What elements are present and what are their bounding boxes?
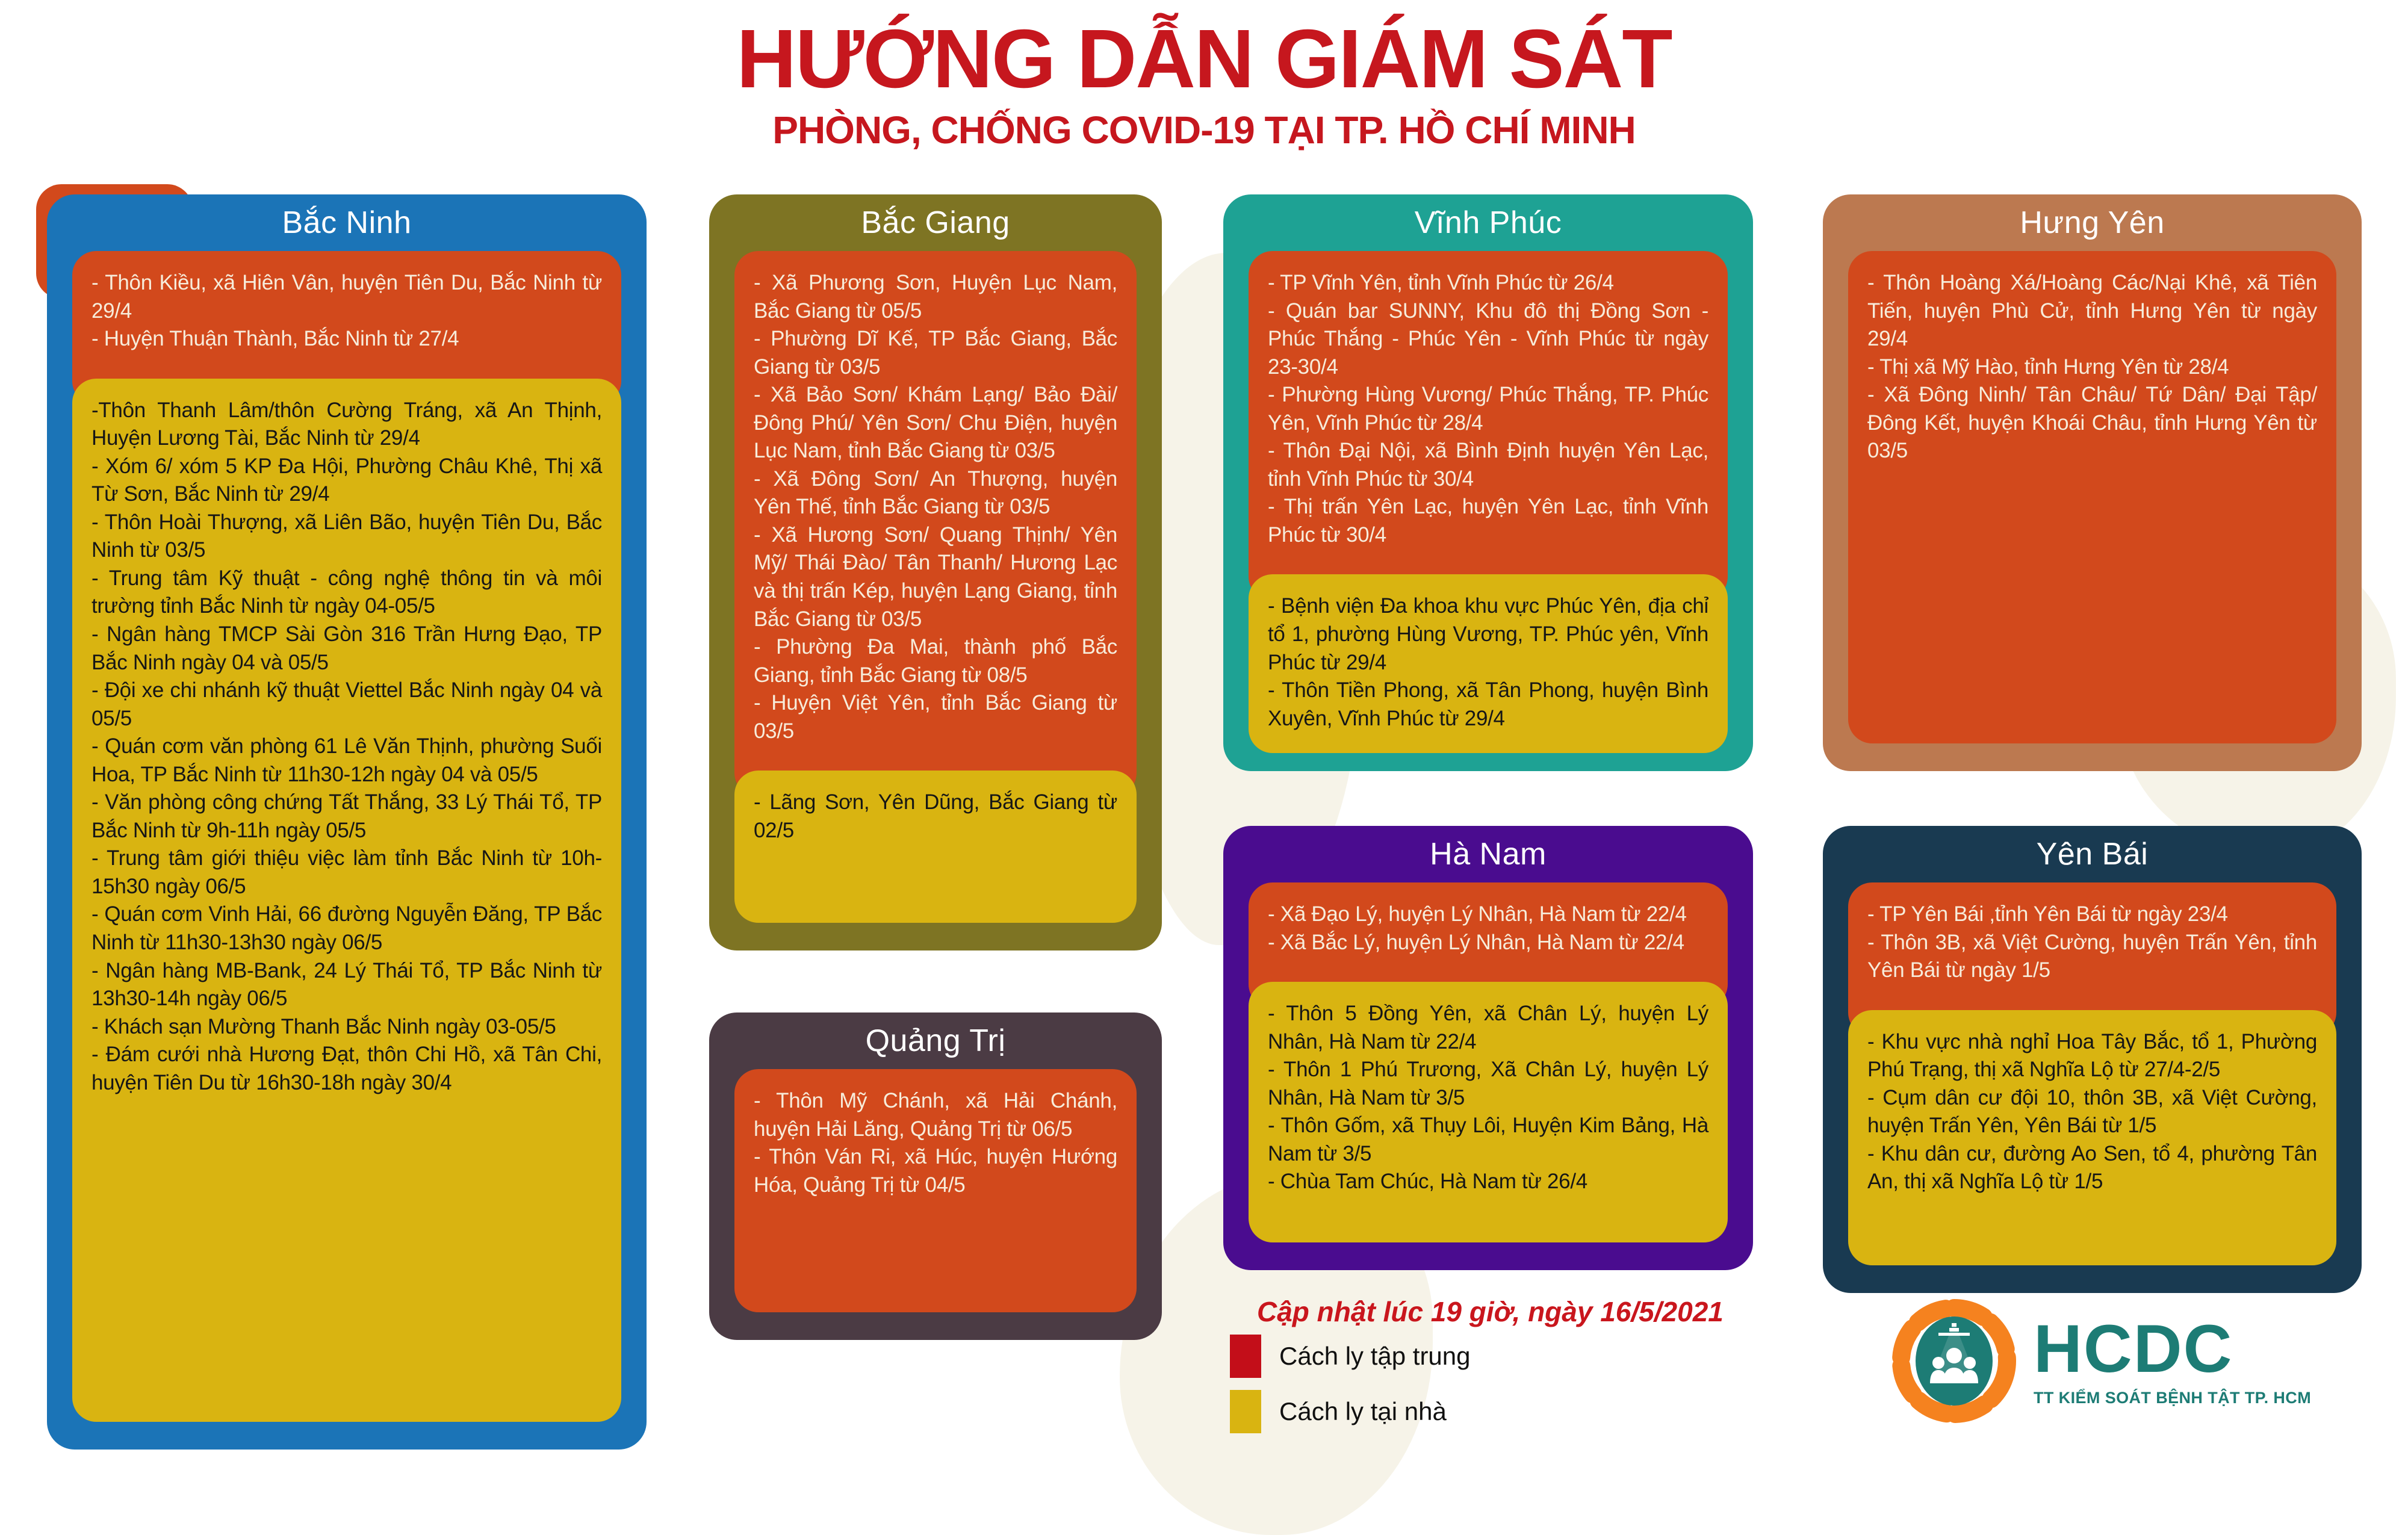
page-header (0, 13, 2408, 152)
ha-nam-home-quarantine-card (1249, 982, 1728, 1242)
location-item: - Phường Đa Mai, thành phố Bắc Giang, tỉnh Bắc Giang từ 08/5 (754, 635, 1117, 687)
panel-title-vinh-phuc: Vĩnh Phúc (1414, 205, 1562, 240)
vinh-phuc-home-quarantine-card (1249, 574, 1728, 753)
location-item: - Khu dân cư, đường Ao Sen, tổ 4, phường Tân An, thị xã Nghĩa Lộ từ 1/5 (1867, 1141, 2317, 1194)
location-item: - Chùa Tam Chúc, Hà Nam từ 26/4 (1268, 1170, 1587, 1194)
location-item: - Ngân hàng TMCP Sài Gòn 316 Trần Hưng Đạo, TP Bắc Ninh ngày 04 và 05/5 (92, 622, 602, 674)
location-item: - Thị trấn Yên Lạc, huyện Yên Lạc, tỉnh Vĩnh Phúc từ 30/4 (1268, 495, 1708, 547)
hcdc-logo-text (2034, 1310, 2312, 1407)
legend-label: Cách ly tại nhà (1279, 1397, 1447, 1425)
location-item: - Huyện Thuận Thành, Bắc Ninh từ 27/4 (92, 327, 459, 351)
location-item: - Đội xe chi nhánh kỹ thuật Viettel Bắc Ninh ngày 04 và 05/5 (92, 678, 602, 730)
bac-giang-home-quarantine-card (734, 771, 1137, 923)
location-item: - Xóm 6/ xóm 5 KP Đa Hội, Phường Châu Khê, Thị xã Từ Sơn, Bắc Ninh từ 29/4 (92, 454, 602, 506)
hcdc-logo-icon (1890, 1293, 2018, 1429)
hcdc-logo (1890, 1293, 2311, 1429)
legend-item-concentrated (1230, 1334, 1471, 1378)
location-item: - Thị xã Mỹ Hào, tỉnh Hưng Yên từ 28/4 (1867, 355, 2229, 379)
location-item: - Bệnh viện Đa khoa khu vực Phúc Yên, địa chỉ tổ 1, phường Hùng Vương, TP. Phúc yên, Vĩnh Phúc từ 29/4 (1268, 594, 1708, 674)
location-item: - Thôn Hoàng Xá/Hoàng Các/Nại Khê, xã Tiên Tiến, huyện Phù Cử, tỉnh Hưng Yên từ ngày 29/4 (1867, 271, 2317, 351)
panel-quang-tri (709, 1012, 1162, 1340)
panel-vinh-phuc (1223, 194, 1753, 771)
location-item: - Thôn 3B, xã Việt Cường, huyện Trấn Yên, tỉnh Yên Bái từ ngày 1/5 (1867, 930, 2317, 982)
location-item: - Thôn Kiều, xã Hiên Vân, huyện Tiên Du, Bắc Ninh từ 29/4 (92, 271, 602, 323)
location-item: - Xã Đông Sơn/ An Thượng, huyện Yên Thế, tỉnh Bắc Giang từ 03/5 (754, 467, 1117, 519)
location-item: - TP Vĩnh Yên, tỉnh Vĩnh Phúc từ 26/4 (1268, 271, 1614, 294)
location-item: - Trung tâm Kỹ thuật - công nghệ thông tin và môi trường tỉnh Bắc Ninh từ ngày 04-05/5 (92, 566, 602, 618)
panel-title-quang-tri: Quảng Trị (865, 1023, 1006, 1058)
panel-body (734, 251, 1137, 923)
location-item: - Quán cơm Vinh Hải, 66 đường Nguyễn Đăng, TP Bắc Ninh từ 11h30-13h30 ngày 06/5 (92, 902, 602, 955)
location-item: - Xã Hương Sơn/ Quang Thịnh/ Yên Mỹ/ Thái Đào/ Tân Thanh/ Hương Lạc và thị trấn Kép, huyện Lạng Giang, tỉnh Bắc Giang từ 03/5 (754, 523, 1117, 631)
location-item: - Trung tâm giới thiệu việc làm tỉnh Bắc Ninh từ 10h-15h30 ngày 06/5 (92, 846, 602, 898)
location-item: - Cụm dân cư đội 10, thôn 3B, xã Việt Cường, huyện Trấn Yên, Yên Bái từ 1/5 (1867, 1085, 2317, 1138)
location-item: - Xã Bảo Sơn/ Khám Lạng/ Bảo Đài/ Đông Phú/ Yên Sơn/ Chu Điện, huyện Lục Nam, tỉnh Bắc Giang từ 03/5 (754, 383, 1117, 463)
location-item: - Thôn Tiền Phong, xã Tân Phong, huyện Bình Xuyên, Vĩnh Phúc từ 29/4 (1268, 678, 1708, 730)
location-item: - Huyện Việt Yên, tỉnh Bắc Giang từ 03/5 (754, 691, 1117, 743)
panel-body (1249, 251, 1728, 743)
location-item: - Thôn Đại Nội, xã Bình Định huyện Yên Lạc, tỉnh Vĩnh Phúc từ 30/4 (1268, 439, 1708, 491)
panel-yen-bai (1823, 826, 2362, 1293)
panel-body (1848, 251, 2336, 743)
quang-tri-concentrated-quarantine-card (734, 1069, 1137, 1312)
location-item: - Thôn Ván Ri, xã Húc, huyện Hướng Hóa, Quảng Trị từ 04/5 (754, 1145, 1117, 1197)
location-item: - Khách sạn Mường Thanh Bắc Ninh ngày 03-05/5 (92, 1014, 556, 1038)
page-subtitle: PHÒNG, CHỐNG COVID-19 TẠI TP. HỒ CHÍ MINH (772, 108, 1636, 152)
panel-body (1848, 882, 2336, 1265)
panel-title-hung-yen: Hưng Yên (2020, 205, 2165, 240)
location-item: - Xã Phương Sơn, Huyện Lục Nam, Bắc Giang từ 05/5 (754, 271, 1117, 323)
location-item: -Thôn Thanh Lâm/thôn Cường Tráng, xã An Thịnh, Huyện Lương Tài, Bắc Ninh từ 29/4 (92, 398, 602, 450)
bac-ninh-home-quarantine-card (72, 379, 621, 1422)
location-item: - Thôn Gốm, xã Thụy Lôi, Huyện Kim Bảng, Hà Nam từ 3/5 (1268, 1114, 1708, 1165)
location-item: - Lãng Sơn, Yên Dũng, Bắc Giang từ 02/5 (754, 790, 1117, 842)
location-item: - Phường Dĩ Kế, TP Bắc Giang, Bắc Giang từ 03/5 (754, 327, 1117, 379)
location-item: - Quán bar SUNNY, Khu đô thị Đồng Sơn - Phúc Thắng - Phúc Yên - Vĩnh Phúc từ ngày 23-30/4 (1268, 299, 1708, 379)
panel-title-ha-nam: Hà Nam (1430, 837, 1547, 872)
panel-ha-nam (1223, 826, 1753, 1270)
panel-title-bac-giang: Bắc Giang (861, 205, 1010, 240)
panel-title-yen-bai: Yên Bái (2036, 837, 2149, 872)
legend-label: Cách ly tập trung (1279, 1342, 1471, 1370)
hung-yen-concentrated-quarantine-card (1848, 251, 2336, 743)
panel-body (734, 1069, 1137, 1312)
location-item: - Văn phòng công chứng Tất Thắng, 33 Lý Thái Tổ, TP Bắc Ninh từ 9h-11h ngày 05/5 (92, 790, 602, 842)
panel-body (1249, 882, 1728, 1242)
location-item: - Thôn Hoài Thượng, xã Liên Bão, huyện Tiên Du, Bắc Ninh từ 03/5 (92, 510, 602, 562)
location-item: - Đám cưới nhà Hương Đạt, thôn Chi Hồ, xã Tân Chi, huyện Tiên Du từ 16h30-18h ngày 30/4 (92, 1043, 602, 1094)
vinh-phuc-concentrated-quarantine-card (1249, 251, 1728, 601)
location-item: - TP Yên Bái ,tỉnh Yên Bái từ ngày 23/4 (1867, 902, 2228, 926)
panel-title-bac-ninh: Bắc Ninh (282, 205, 412, 240)
legend-item-home (1230, 1389, 1471, 1434)
panel-bac-giang (709, 194, 1162, 950)
location-item: - Phường Hùng Vương/ Phúc Thắng, TP. Phúc Yên, Vĩnh Phúc từ 28/4 (1268, 383, 1708, 435)
location-item: - Thôn Mỹ Chánh, xã Hải Chánh, huyện Hải Lăng, Quảng Trị từ 06/5 (754, 1089, 1117, 1141)
legend (1230, 1334, 1471, 1445)
location-item: - Xã Đạo Lý, huyện Lý Nhân, Hà Nam từ 22/4 (1268, 902, 1687, 926)
page-title: HƯỚNG DẪN GIÁM SÁT (736, 13, 1672, 105)
hcdc-abbr: HCDC (2034, 1310, 2233, 1386)
panel-hung-yen (1823, 194, 2362, 771)
legend-swatch-red (1230, 1335, 1261, 1378)
location-item: - Quán cơm văn phòng 61 Lê Văn Thịnh, phường Suối Hoa, TP Bắc Ninh từ 11h30-12h ngày 04 và 05/5 (92, 734, 602, 786)
location-item: - Xã Bắc Lý, huyện Lý Nhân, Hà Nam từ 22/4 (1268, 930, 1684, 954)
location-item: - Xã Đông Ninh/ Tân Châu/ Tứ Dân/ Đại Tập/ Đông Kết, huyện Khoái Châu, tỉnh Hưng Yên từ 03/5 (1867, 383, 2317, 463)
panel-bac-ninh (47, 194, 647, 1450)
update-timestamp: Cập nhật lúc 19 giờ, ngày 16/5/2021 (1257, 1296, 1724, 1327)
yen-bai-home-quarantine-card (1848, 1010, 2336, 1265)
location-item: - Thôn 5 Đồng Yên, xã Chân Lý, huyện Lý Nhân, Hà Nam từ 22/4 (1268, 1002, 1708, 1053)
bac-giang-concentrated-quarantine-card (734, 251, 1137, 797)
legend-swatch-yellow (1230, 1390, 1261, 1433)
location-item: - Ngân hàng MB-Bank, 24 Lý Thái Tổ, TP Bắc Ninh từ 13h30-14h ngày 06/5 (92, 958, 602, 1011)
location-item: - Khu vực nhà nghỉ Hoa Tây Bắc, tổ 1, Phường Phú Trạng, thị xã Nghĩa Lộ từ 27/4-2/5 (1867, 1029, 2317, 1082)
location-item: - Thôn 1 Phú Trương, Xã Chân Lý, huyện Lý Nhân, Hà Nam từ 3/5 (1268, 1058, 1708, 1109)
panel-body (72, 251, 621, 1422)
hcdc-subtext: TT KIỂM SOÁT BỆNH TẬT TP. HCM (2034, 1388, 2312, 1407)
